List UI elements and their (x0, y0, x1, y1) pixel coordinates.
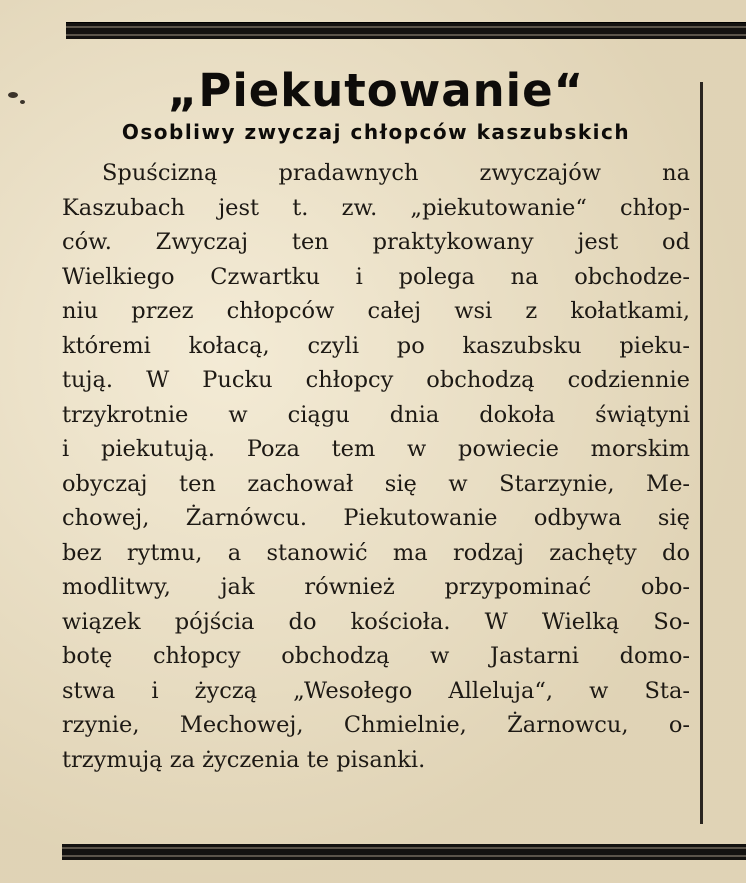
bottom-rule (62, 844, 746, 860)
article (62, 62, 690, 777)
body-line: niu przez chłopców całej wsi z kołatkami, (62, 298, 690, 324)
headline: „Piekutowanie“ (167, 64, 585, 117)
body-line: botę chłopcy obchodzą w Jastarni domo- (62, 643, 690, 669)
body-line: trzykrotnie w ciągu dnia dokoła świątyni (62, 401, 690, 428)
body-line: ców. Zwyczaj ten praktykowany jest od (62, 229, 690, 255)
body-line: Wielkiego Czwartku i polega na obchodze- (62, 263, 690, 290)
body-line: wiązek pójścia do kościoła. W Wielką So- (62, 608, 690, 635)
body-line: modlitwy, jak również przypominać obo- (62, 574, 690, 600)
print-speck (20, 100, 25, 104)
subtitle: Osobliwy zwyczaj chłopców kaszubskich (121, 120, 631, 144)
body-line: i piekutują. Poza tem w powiecie morskim (62, 436, 690, 462)
body-line: stwa i życzą „Wesołego Alleluja“, w Sta- (62, 677, 690, 704)
body-line: Kaszubach jest t. zw. „piekutowanie“ chłop- (62, 194, 690, 221)
body-line: obyczaj ten zachował się w Starzynie, Me- (62, 470, 690, 497)
column-divider (700, 82, 703, 824)
body-line: Spuścizną pradawnych zwyczajów na (102, 160, 690, 186)
body-line: chowej, Żarnówcu. Piekutowanie odbywa się (62, 505, 690, 531)
body-line: rzynie, Mechowej, Chmielnie, Żarnowcu, o- (62, 712, 690, 738)
body-line: któremi kołacą, czyli po kaszubsku pieku- (62, 332, 690, 359)
body-line: tują. W Pucku chłopcy obchodzą codziennie (62, 367, 690, 393)
body-line: trzymują za życzenia te pisanki. (62, 746, 426, 773)
body-line: bez rytmu, a stanowić ma rodzaj zachęty do (62, 539, 690, 566)
article-body (62, 156, 690, 777)
print-speck (8, 92, 18, 98)
top-rule (66, 22, 746, 39)
